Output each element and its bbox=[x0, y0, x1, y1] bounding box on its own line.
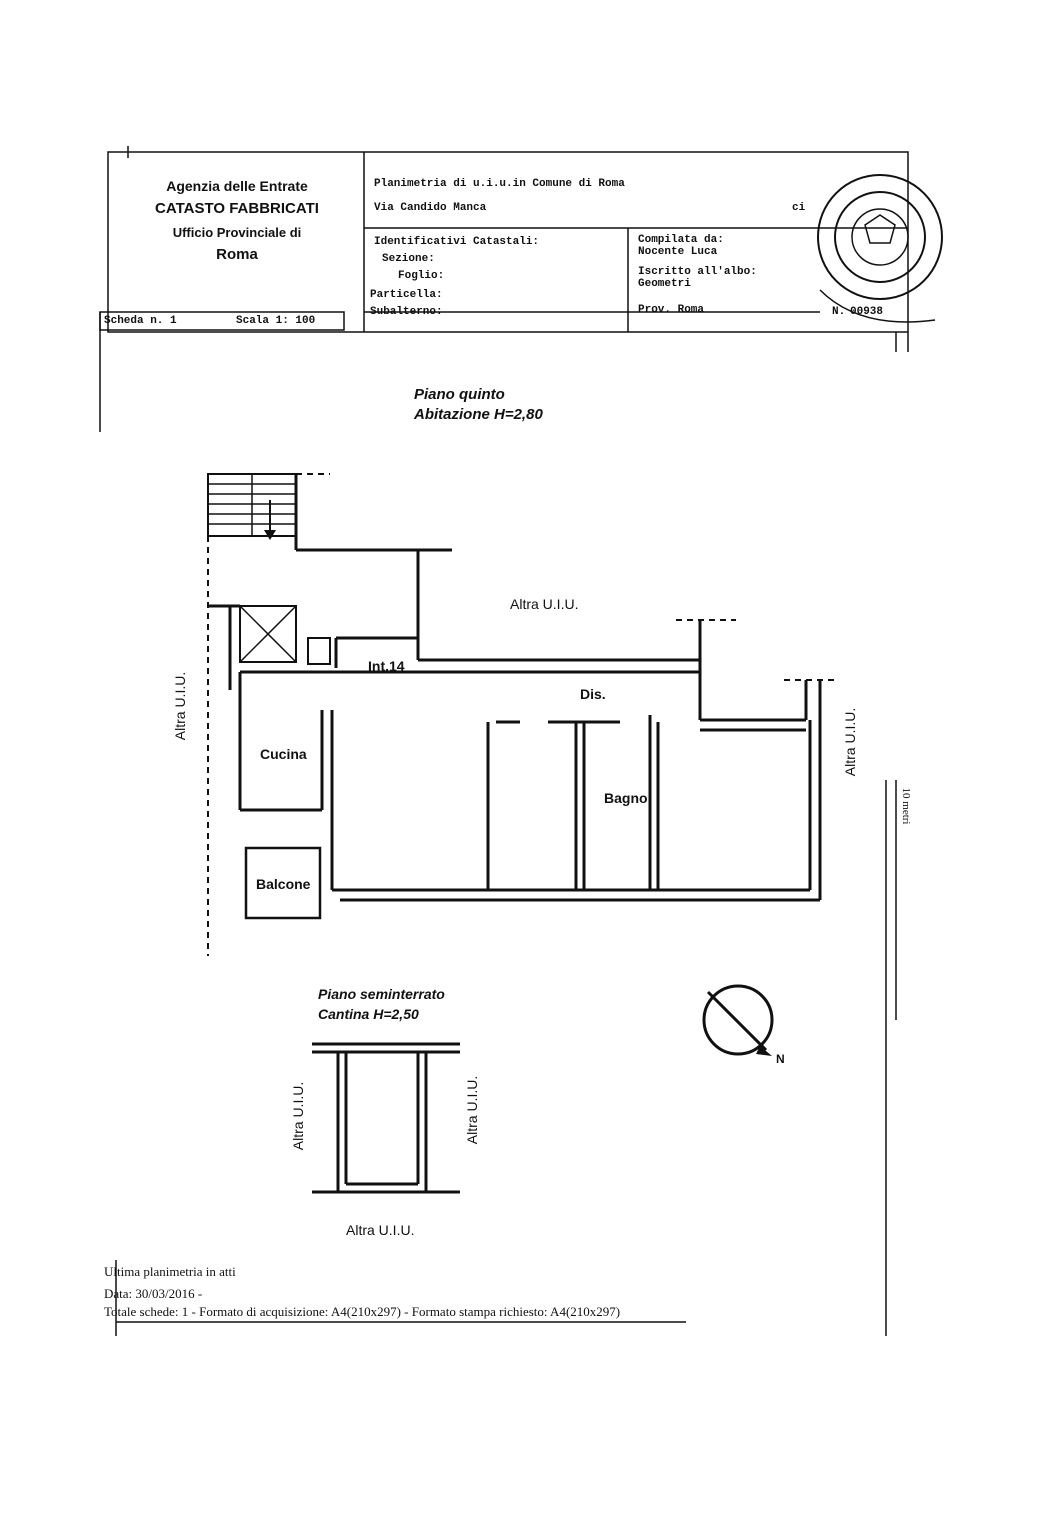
iscritto-value: Geometri bbox=[638, 278, 691, 290]
room-bagno: Bagno bbox=[604, 790, 648, 806]
office-label: Ufficio Provinciale di bbox=[172, 225, 302, 240]
stamp-seal bbox=[818, 175, 942, 322]
iscritto-label: Iscritto all'albo: bbox=[638, 266, 757, 278]
basement-altra-left: Altra U.I.U. bbox=[290, 1081, 306, 1151]
plan-title: Planimetria di u.i.u.in Comune di Roma bbox=[374, 178, 625, 190]
north-label: N bbox=[776, 1052, 785, 1066]
room-altra-right: Altra U.I.U. bbox=[842, 707, 858, 777]
scala-label: Scala 1: 100 bbox=[236, 315, 316, 327]
room-dis: Dis. bbox=[580, 686, 606, 702]
sezione-label: Sezione: bbox=[382, 253, 435, 265]
room-balcone: Balcone bbox=[256, 876, 311, 892]
plan-walls bbox=[208, 474, 820, 918]
compilata-name: Nocente Luca bbox=[638, 246, 718, 258]
civic-label: ci bbox=[792, 202, 806, 214]
footer-last-plan: Ultima planimetria in atti bbox=[104, 1264, 236, 1279]
footer-date: Data: 30/03/2016 - bbox=[104, 1286, 203, 1301]
basement-altra-right: Altra U.I.U. bbox=[464, 1075, 480, 1145]
numero-value: 00938 bbox=[850, 306, 884, 318]
room-altra-left: Altra U.I.U. bbox=[172, 671, 188, 741]
subalterno-label: Subalterno: bbox=[370, 306, 443, 318]
floor-title: Piano quinto bbox=[414, 386, 505, 403]
scheda-label: Scheda n. 1 bbox=[104, 315, 177, 327]
basement-title: Piano seminterrato bbox=[318, 986, 445, 1002]
address: Via Candido Manca bbox=[374, 202, 487, 214]
room-cucina: Cucina bbox=[260, 746, 307, 762]
agency-name: Agenzia delle Entrate bbox=[166, 178, 308, 194]
province-label: Prov. Roma bbox=[638, 304, 705, 316]
office-city: Roma bbox=[216, 246, 258, 263]
basement-subtitle: Cantina H=2,50 bbox=[318, 1006, 419, 1022]
particella-label: Particella: bbox=[370, 289, 443, 301]
north-arrow-icon bbox=[704, 986, 772, 1056]
scale-bar-label: 10 metri bbox=[900, 787, 912, 825]
catasto-label: CATASTO FABBRICATI bbox=[155, 200, 319, 217]
compilata-label: Compilata da: bbox=[638, 234, 724, 246]
numero-label: N. bbox=[832, 306, 846, 318]
basement-walls bbox=[312, 1044, 460, 1192]
foglio-label: Foglio: bbox=[398, 270, 445, 282]
room-int: Int.14 bbox=[368, 658, 405, 674]
basement-altra-bottom: Altra U.I.U. bbox=[346, 1222, 415, 1238]
floor-subtitle: Abitazione H=2,80 bbox=[414, 406, 543, 423]
footer-totals: Totale schede: 1 - Formato di acquisizione: A4(210x297) - Formato stampa richiesto: A4(210x297) bbox=[104, 1304, 621, 1319]
ident-title: Identificativi Catastali: bbox=[374, 236, 540, 248]
room-altra-top: Altra U.I.U. bbox=[510, 596, 579, 612]
